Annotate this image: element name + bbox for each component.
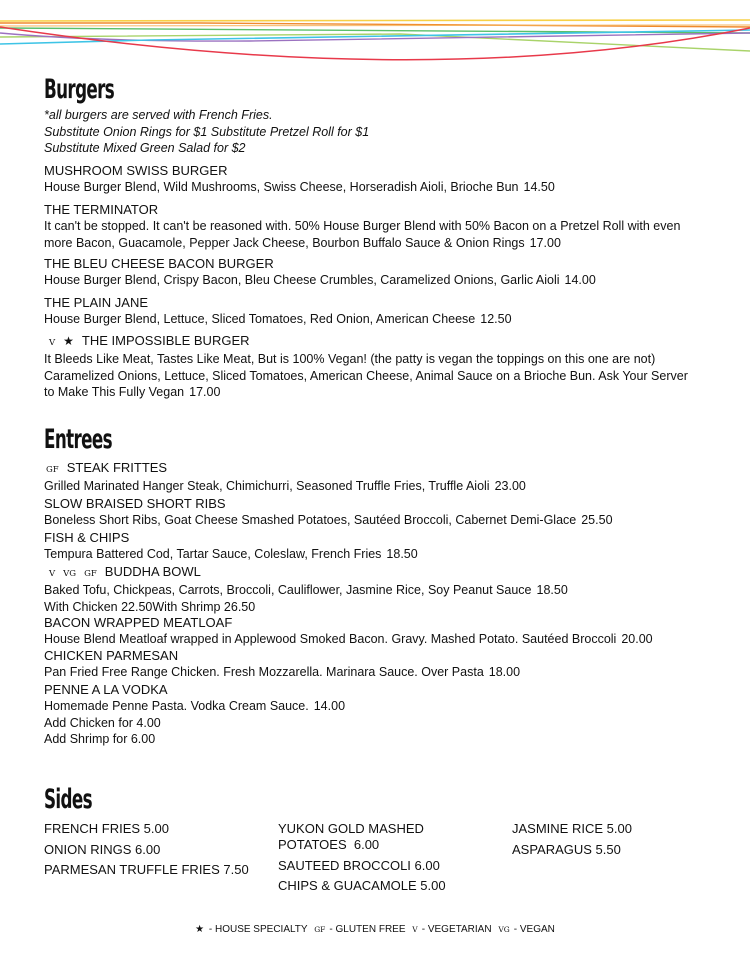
item-desc-text: Boneless Short Ribs, Goat Cheese Smashed Potatoes, Sautéed Broccoli, Cabernet Demi-Glace bbox=[44, 513, 577, 527]
item-price: 18.50 bbox=[386, 547, 418, 561]
item-name-row bbox=[44, 333, 688, 351]
item-desc-text: It Bleeds Like Meat, Tastes Like Meat, But is 100% Vegan! (the patty is vegan the toppings on this one are not) bbox=[44, 352, 656, 366]
item-description bbox=[44, 235, 680, 252]
side-item: YUKON GOLD MASHED bbox=[278, 821, 424, 836]
decorative-header-lines bbox=[0, 0, 750, 70]
item-description bbox=[44, 311, 512, 328]
item-description bbox=[44, 478, 526, 495]
legend-label: - VEGETARIAN bbox=[421, 924, 492, 935]
item-name: SLOW BRAISED SHORT RIBS bbox=[44, 496, 226, 511]
item-name: THE IMPOSSIBLE BURGER bbox=[81, 333, 250, 348]
side-item: ASPARAGUS 5.50 bbox=[512, 841, 621, 857]
burger-note: Substitute Onion Rings for $1 Substitute Pretzel Roll for $1 bbox=[44, 124, 370, 139]
item-desc-text: Caramelized Onions, Lettuce, Sliced Tomatoes, American Cheese, Animal Sauce on a Brioche Bun. Ask Your Server bbox=[44, 368, 688, 383]
item-price: 12.50 bbox=[480, 312, 512, 326]
item-name: THE TERMINATOR bbox=[44, 202, 159, 217]
item-price: 18.00 bbox=[488, 665, 521, 679]
item-price: 25.50 bbox=[581, 513, 613, 527]
item-name: MUSHROOM SWISS BURGER bbox=[44, 163, 228, 178]
item-name: BACON WRAPPED MEATLOAF bbox=[44, 615, 233, 630]
gluten-free-tag-icon: GF bbox=[314, 925, 326, 934]
side-item: JASMINE RICE 5.00 bbox=[512, 821, 632, 836]
item-description bbox=[44, 582, 568, 599]
section-title-entrees: Entrees bbox=[44, 424, 112, 455]
vegetarian-tag-icon: V bbox=[49, 338, 56, 348]
side-item: FRENCH FRIES 5.00 bbox=[44, 821, 169, 836]
menu-item bbox=[44, 460, 526, 495]
item-price: 14.50 bbox=[523, 180, 555, 194]
item-name: THE BLEU CHEESE BACON BURGER bbox=[44, 256, 274, 271]
item-description bbox=[44, 384, 688, 401]
house-specialty-star-icon: ★ bbox=[195, 924, 205, 935]
item-description bbox=[44, 512, 613, 529]
item-description bbox=[44, 664, 520, 681]
menu-item bbox=[44, 496, 613, 529]
item-price: 14.00 bbox=[564, 273, 596, 287]
item-desc-text: Baked Tofu, Chickpeas, Carrots, Broccoli, Cauliflower, Jasmine Rice, Soy Peanut Sauce bbox=[44, 583, 532, 597]
sides-section bbox=[44, 785, 121, 815]
item-desc-text: Homemade Penne Pasta. Vodka Cream Sauce. bbox=[44, 699, 309, 713]
item-name: THE PLAIN JANE bbox=[44, 295, 149, 310]
section-title-burgers: Burgers bbox=[44, 74, 115, 105]
menu-item bbox=[44, 333, 688, 401]
menu-item bbox=[44, 648, 520, 681]
item-desc-text: It can't be stopped. It can't be reasoned with. 50% House Burger Blend with 50% Bacon on a Pretzel Roll with even bbox=[44, 219, 681, 233]
item-name: PENNE A LA VODKA bbox=[44, 682, 168, 697]
item-name-row bbox=[44, 460, 526, 478]
menu-item bbox=[44, 163, 555, 196]
item-description bbox=[44, 631, 653, 648]
item-name: STEAK FRITTES bbox=[66, 460, 168, 475]
menu-item bbox=[44, 202, 680, 251]
item-price: 17.00 bbox=[189, 385, 221, 399]
item-description bbox=[44, 546, 418, 563]
legend-label: - VEGAN bbox=[513, 924, 555, 935]
item-desc-text: Tempura Battered Cod, Tartar Sauce, Coleslaw, French Fries bbox=[44, 547, 382, 561]
side-item: ONION RINGS 6.00 bbox=[44, 841, 161, 857]
menu-item bbox=[44, 256, 596, 289]
legend-label: - HOUSE SPECIALTY bbox=[208, 924, 308, 935]
side-item: PARMESAN TRUFFLE FRIES 7.50 bbox=[44, 862, 249, 877]
item-desc-text: to Make This Fully Vegan bbox=[44, 385, 185, 399]
item-description bbox=[44, 179, 555, 196]
item-price: 14.00 bbox=[313, 699, 346, 713]
item-description bbox=[44, 272, 596, 289]
item-price: 17.00 bbox=[529, 235, 561, 250]
sides-column-1 bbox=[44, 821, 249, 883]
sides-column-3 bbox=[512, 821, 632, 862]
item-desc-text: House Blend Meatloaf wrapped in Applewood Smoked Bacon. Gravy. Mashed Potato. Sautéed Broccoli bbox=[44, 632, 617, 646]
item-addon: Add Shrimp for 6.00 bbox=[44, 732, 156, 746]
side-item-continued: POTATOES 6.00 bbox=[278, 837, 380, 852]
item-description bbox=[44, 698, 345, 715]
vegetarian-tag-icon: V bbox=[412, 925, 418, 934]
burger-note: *all burgers are served with French Fries. bbox=[44, 108, 273, 122]
sides-column-2 bbox=[278, 821, 446, 899]
item-price: 23.00 bbox=[494, 479, 526, 493]
item-desc-text: House Burger Blend, Wild Mushrooms, Swiss Cheese, Horseradish Aioli, Brioche Bun bbox=[44, 180, 519, 194]
item-desc-text: House Burger Blend, Lettuce, Sliced Tomatoes, Red Onion, American Cheese bbox=[44, 312, 476, 326]
menu-item bbox=[44, 615, 653, 648]
side-item: SAUTEED BROCCOLI 6.00 bbox=[278, 857, 440, 873]
side-item: CHIPS & GUACAMOLE 5.00 bbox=[278, 878, 446, 893]
item-desc-text: Grilled Marinated Hanger Steak, Chimichurri, Seasoned Truffle Fries, Truffle Aioli bbox=[44, 479, 490, 493]
item-desc-text: House Burger Blend, Crispy Bacon, Bleu Cheese Crumbles, Caramelized Onions, Garlic Aioli bbox=[44, 273, 560, 287]
menu-item bbox=[44, 530, 418, 563]
item-name: FISH & CHIPS bbox=[44, 530, 130, 545]
item-desc-text: more Bacon, Guacamole, Pepper Jack Cheese, Bourbon Buffalo Sauce & Onion Rings bbox=[44, 235, 525, 250]
item-addon: Add Chicken for 4.00 bbox=[44, 715, 161, 730]
entrees-section bbox=[44, 425, 154, 455]
menu-item bbox=[44, 682, 345, 748]
section-title-sides: Sides bbox=[44, 784, 93, 815]
sides-grid bbox=[44, 821, 734, 901]
item-name-row bbox=[44, 564, 568, 582]
vegan-tag-icon: VG bbox=[63, 569, 77, 579]
item-addons: With Chicken 22.50With Shrimp 26.50 bbox=[44, 599, 256, 614]
burger-note: Substitute Mixed Green Salad for $2 bbox=[44, 141, 246, 155]
vegan-tag-icon: VG bbox=[498, 925, 510, 934]
menu-item bbox=[44, 564, 568, 615]
burgers-notes bbox=[44, 107, 369, 157]
vegetarian-tag-icon: V bbox=[49, 569, 56, 579]
burgers-section bbox=[44, 75, 157, 105]
item-price: 20.00 bbox=[621, 632, 653, 646]
item-name: BUDDHA BOWL bbox=[104, 564, 201, 579]
gluten-free-tag-icon: GF bbox=[84, 569, 97, 579]
house-specialty-star-icon: ★ bbox=[63, 334, 74, 348]
item-price: 18.50 bbox=[536, 583, 568, 597]
dietary-legend bbox=[0, 923, 750, 937]
item-desc-text: Pan Fried Free Range Chicken. Fresh Mozzarella. Marinara Sauce. Over Pasta bbox=[44, 665, 484, 679]
gluten-free-tag-icon: GF bbox=[46, 465, 59, 475]
item-name: CHICKEN PARMESAN bbox=[44, 648, 179, 663]
legend-label: - GLUTEN FREE bbox=[329, 924, 406, 935]
menu-item bbox=[44, 295, 512, 328]
